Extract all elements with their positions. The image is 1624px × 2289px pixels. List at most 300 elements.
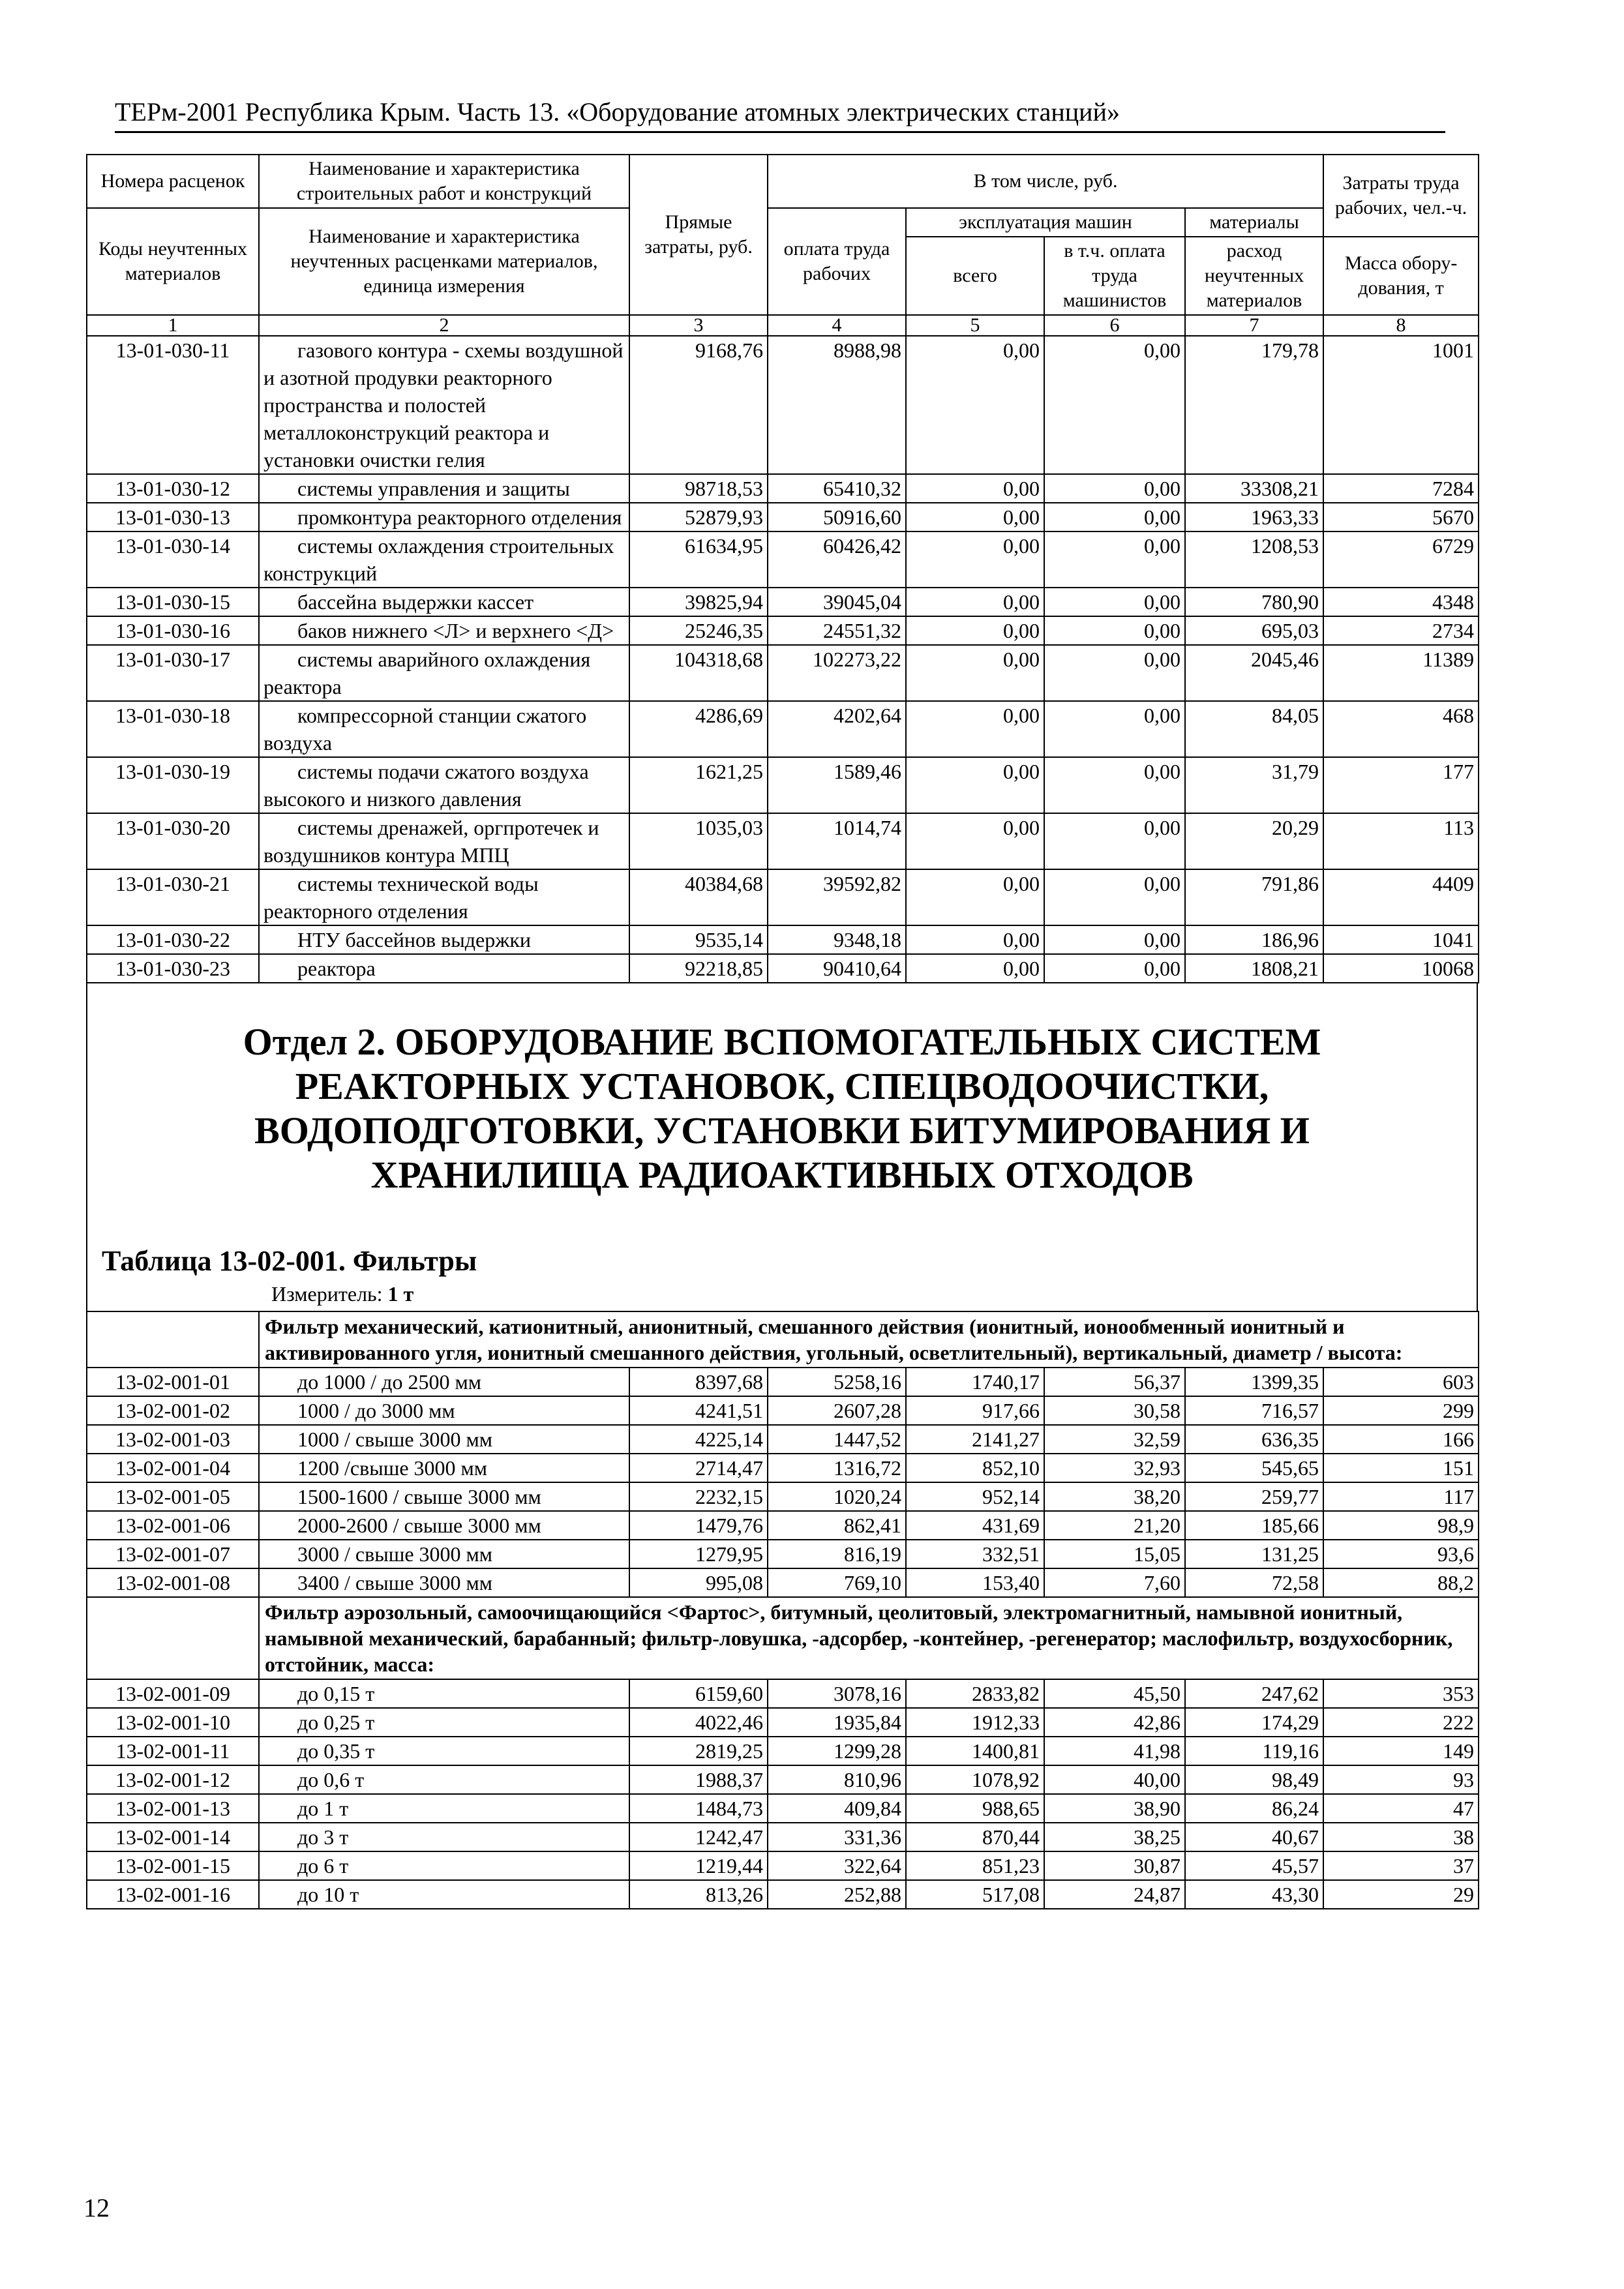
- rate-code: 13-01-030-12: [87, 474, 259, 503]
- machinists-cost: 40,00: [1044, 1765, 1185, 1794]
- machinists-cost: 0,00: [1044, 616, 1185, 645]
- table-row: [87, 1568, 1479, 1597]
- machinists-cost: 7,60: [1044, 1568, 1185, 1597]
- materials-cost: 695,03: [1185, 616, 1323, 645]
- col8-top-header: Затраты труда рабочих, чел.-ч.: [1323, 155, 1479, 237]
- column-number: 5: [906, 315, 1044, 336]
- direct-cost: 6159,60: [629, 1679, 768, 1708]
- machines-total: 0,00: [906, 531, 1044, 588]
- direct-cost: 4286,69: [629, 701, 768, 757]
- machines-total: 0,00: [906, 813, 1044, 869]
- group1-body: [87, 1311, 1479, 1368]
- group-title-row: [87, 1597, 1479, 1679]
- labor-hours: 149: [1323, 1737, 1479, 1765]
- rate-code: 13-02-001-10: [87, 1708, 259, 1737]
- direct-cost: 9168,76: [629, 336, 768, 474]
- materials-cost: 247,62: [1185, 1679, 1323, 1708]
- column-number: 6: [1044, 315, 1185, 336]
- col8-bottom-header: Масса обору-дования, т: [1323, 237, 1479, 315]
- table-row: [87, 757, 1479, 813]
- labor-cost: 1299,28: [768, 1737, 906, 1765]
- table-row: [87, 813, 1479, 869]
- labor-hours: 11389: [1323, 645, 1479, 701]
- labor-cost: 816,19: [768, 1540, 906, 1568]
- rate-name: системы управления и защиты: [259, 474, 629, 503]
- machines-total: 2141,27: [906, 1425, 1044, 1454]
- labor-cost: 90410,64: [768, 954, 906, 983]
- rate-name: 3000 / свыше 3000 мм: [259, 1540, 629, 1568]
- col2-top-header: Наименование и характеристика строительных работ и конструкций: [259, 155, 629, 208]
- materials-cost: 40,67: [1185, 1823, 1323, 1851]
- machines-total: 431,69: [906, 1511, 1044, 1540]
- column-number: 4: [768, 315, 906, 336]
- labor-hours: 1041: [1323, 925, 1479, 954]
- labor-cost: 1014,74: [768, 813, 906, 869]
- machines-total: 1400,81: [906, 1737, 1044, 1765]
- rate-code: 13-02-001-13: [87, 1794, 259, 1823]
- direct-cost: 1242,47: [629, 1823, 768, 1851]
- rate-code: 13-02-001-03: [87, 1425, 259, 1454]
- table-row: [87, 616, 1479, 645]
- rate-name: системы дренажей, оргпротечек и воздушников контура МПЦ: [259, 813, 629, 869]
- machines-total: 0,00: [906, 474, 1044, 503]
- labor-cost: 39592,82: [768, 869, 906, 925]
- rate-code: 13-01-030-17: [87, 645, 259, 701]
- materials-cost: 716,57: [1185, 1396, 1323, 1425]
- measure-value: 1 т: [387, 1282, 414, 1306]
- rate-name: системы технической воды реакторного отделения: [259, 869, 629, 925]
- materials-cost: 259,77: [1185, 1482, 1323, 1511]
- group-code-cell: [87, 1311, 259, 1368]
- column-number: 2: [259, 315, 629, 336]
- direct-cost: 1279,95: [629, 1540, 768, 1568]
- labor-hours: 468: [1323, 701, 1479, 757]
- labor-cost: 810,96: [768, 1765, 906, 1794]
- section-title-line: ВОДОПОДГОТОВКИ, УСТАНОВКИ БИТУМИРОВАНИЯ И: [254, 1109, 1310, 1152]
- rate-name: до 0,6 т: [259, 1765, 629, 1794]
- machines-total: 952,14: [906, 1482, 1044, 1511]
- column-number: 1: [87, 315, 259, 336]
- labor-hours: 4409: [1323, 869, 1479, 925]
- group2-body: [87, 1597, 1479, 1679]
- materials-cost: 45,57: [1185, 1851, 1323, 1880]
- direct-cost: 813,26: [629, 1880, 768, 1909]
- labor-hours: 603: [1323, 1368, 1479, 1396]
- machinists-cost: 15,05: [1044, 1540, 1185, 1568]
- labor-cost: 102273,22: [768, 645, 906, 701]
- machines-total: 852,10: [906, 1454, 1044, 1482]
- table-row: [87, 1396, 1479, 1425]
- direct-cost: 92218,85: [629, 954, 768, 983]
- rate-code: 13-02-001-14: [87, 1823, 259, 1851]
- direct-cost: 25246,35: [629, 616, 768, 645]
- materials-cost: 72,58: [1185, 1568, 1323, 1597]
- table-row: [87, 954, 1479, 983]
- col6-header: в т.ч. оплата труда машинистов: [1044, 237, 1185, 315]
- document-frame: [86, 154, 1478, 1909]
- table-row: [87, 1482, 1479, 1511]
- machinists-cost: 0,00: [1044, 336, 1185, 474]
- table-row: [87, 701, 1479, 757]
- col1-bottom-header: Коды неучтенных материалов: [87, 208, 259, 315]
- table-row: [87, 645, 1479, 701]
- table-row: [87, 1708, 1479, 1737]
- running-header: ТЕРм-2001 Республика Крым. Часть 13. «Оборудование атомных электрических станций»: [115, 97, 1445, 133]
- col4-header: оплата труда рабочих: [768, 208, 906, 315]
- labor-cost: 5258,16: [768, 1368, 906, 1396]
- column-number: 8: [1323, 315, 1479, 336]
- machines-total: 332,51: [906, 1540, 1044, 1568]
- table-title: Таблица 13-02-001. Фильтры: [102, 1245, 477, 1277]
- table-row: [87, 1851, 1479, 1880]
- machinists-cost: 32,59: [1044, 1425, 1185, 1454]
- machines-total: 0,00: [906, 701, 1044, 757]
- rate-code: 13-02-001-05: [87, 1482, 259, 1511]
- direct-cost: 4241,51: [629, 1396, 768, 1425]
- labor-cost: 8988,98: [768, 336, 906, 474]
- column-number: 7: [1185, 315, 1323, 336]
- machines-total: 917,66: [906, 1396, 1044, 1425]
- labor-hours: 37: [1323, 1851, 1479, 1880]
- labor-hours: 1001: [1323, 336, 1479, 474]
- table-row: [87, 1880, 1479, 1909]
- col1-top-header: Номера расценок: [87, 155, 259, 208]
- group-materials-header: материалы: [1185, 208, 1323, 237]
- machinists-cost: 0,00: [1044, 925, 1185, 954]
- rate-name: баков нижнего <Л> и верхнего <Д>: [259, 616, 629, 645]
- labor-hours: 4348: [1323, 588, 1479, 616]
- rate-name: системы аварийного охлаждения реактора: [259, 645, 629, 701]
- labor-cost: 39045,04: [768, 588, 906, 616]
- materials-cost: 84,05: [1185, 701, 1323, 757]
- rate-name: 1000 / до 3000 мм: [259, 1396, 629, 1425]
- machinists-cost: 0,00: [1044, 954, 1185, 983]
- machinists-cost: 41,98: [1044, 1737, 1185, 1765]
- column-number-row: [87, 315, 1479, 336]
- machines-total: 870,44: [906, 1823, 1044, 1851]
- labor-hours: 6729: [1323, 531, 1479, 588]
- rate-code: 13-01-030-19: [87, 757, 259, 813]
- direct-cost: 1219,44: [629, 1851, 768, 1880]
- machines-total: 0,00: [906, 954, 1044, 983]
- direct-cost: 98718,53: [629, 474, 768, 503]
- direct-cost: 2232,15: [629, 1482, 768, 1511]
- rate-code: 13-02-001-11: [87, 1737, 259, 1765]
- materials-cost: 186,96: [1185, 925, 1323, 954]
- group2-rows: [87, 1679, 1479, 1909]
- table-row: [87, 503, 1479, 531]
- machinists-cost: 0,00: [1044, 645, 1185, 701]
- materials-cost: 791,86: [1185, 869, 1323, 925]
- direct-cost: 9535,14: [629, 925, 768, 954]
- labor-hours: 93: [1323, 1765, 1479, 1794]
- rate-code: 13-02-001-15: [87, 1851, 259, 1880]
- rate-code: 13-01-030-23: [87, 954, 259, 983]
- direct-cost: 104318,68: [629, 645, 768, 701]
- rate-code: 13-01-030-13: [87, 503, 259, 531]
- rates-table-part2: [86, 1311, 1479, 1909]
- machines-total: 517,08: [906, 1880, 1044, 1909]
- machinists-cost: 0,00: [1044, 869, 1185, 925]
- machinists-cost: 0,00: [1044, 474, 1185, 503]
- rate-name: промконтура реакторного отделения: [259, 503, 629, 531]
- labor-cost: 60426,42: [768, 531, 906, 588]
- materials-cost: 1963,33: [1185, 503, 1323, 531]
- materials-cost: 174,29: [1185, 1708, 1323, 1737]
- table-row: [87, 1454, 1479, 1482]
- rate-name: реактора: [259, 954, 629, 983]
- machinists-cost: 24,87: [1044, 1880, 1185, 1909]
- labor-cost: 409,84: [768, 1794, 906, 1823]
- machines-total: 988,65: [906, 1794, 1044, 1823]
- machines-total: 1740,17: [906, 1368, 1044, 1396]
- rate-code: 13-02-001-02: [87, 1396, 259, 1425]
- machines-total: 1912,33: [906, 1708, 1044, 1737]
- table-row: [87, 1737, 1479, 1765]
- table-row: [87, 588, 1479, 616]
- machinists-cost: 38,90: [1044, 1794, 1185, 1823]
- direct-cost: 39825,94: [629, 588, 768, 616]
- rate-code: 13-01-030-11: [87, 336, 259, 474]
- rate-name: 3400 / свыше 3000 мм: [259, 1568, 629, 1597]
- materials-cost: 43,30: [1185, 1880, 1323, 1909]
- direct-cost: 2819,25: [629, 1737, 768, 1765]
- rate-code: 13-01-030-14: [87, 531, 259, 588]
- machinists-cost: 30,58: [1044, 1396, 1185, 1425]
- labor-cost: 769,10: [768, 1568, 906, 1597]
- section-block: [86, 983, 1478, 1311]
- direct-cost: 1621,25: [629, 757, 768, 813]
- table-row: [87, 1794, 1479, 1823]
- materials-cost: 2045,46: [1185, 645, 1323, 701]
- group-incl-header: В том числе, руб.: [768, 155, 1323, 208]
- materials-cost: 1399,35: [1185, 1368, 1323, 1396]
- machines-total: 0,00: [906, 645, 1044, 701]
- labor-hours: 5670: [1323, 503, 1479, 531]
- machinists-cost: 38,25: [1044, 1823, 1185, 1851]
- rate-name: газового контура - схемы воздушной и азотной продувки реакторного пространства и полостей металлоконструкций реактора и установки очистки гелия: [259, 336, 629, 474]
- rate-name: до 0,25 т: [259, 1708, 629, 1737]
- table-row: [87, 1765, 1479, 1794]
- machines-total: 0,00: [906, 925, 1044, 954]
- labor-hours: 222: [1323, 1708, 1479, 1737]
- table-row: [87, 336, 1479, 474]
- direct-cost: 40384,68: [629, 869, 768, 925]
- rate-code: 13-02-001-09: [87, 1679, 259, 1708]
- section-title-line: Отдел 2. ОБОРУДОВАНИЕ ВСПОМОГАТЕЛЬНЫХ СИСТЕМ: [243, 1021, 1321, 1063]
- labor-hours: 117: [1323, 1482, 1479, 1511]
- labor-hours: 10068: [1323, 954, 1479, 983]
- labor-cost: 1935,84: [768, 1708, 906, 1737]
- measure-label: Измеритель:: [271, 1282, 383, 1306]
- rates-table-part1: [86, 154, 1479, 983]
- materials-cost: 545,65: [1185, 1454, 1323, 1482]
- rate-code: 13-02-001-08: [87, 1568, 259, 1597]
- measure-line: [87, 1279, 1477, 1311]
- materials-cost: 131,25: [1185, 1540, 1323, 1568]
- table-row: [87, 925, 1479, 954]
- materials-cost: 1808,21: [1185, 954, 1323, 983]
- labor-cost: 1020,24: [768, 1482, 906, 1511]
- table-row: [87, 1511, 1479, 1540]
- rate-code: 13-02-001-04: [87, 1454, 259, 1482]
- labor-hours: 2734: [1323, 616, 1479, 645]
- machinists-cost: 30,87: [1044, 1851, 1185, 1880]
- labor-cost: 1589,46: [768, 757, 906, 813]
- materials-cost: 98,49: [1185, 1765, 1323, 1794]
- labor-hours: 7284: [1323, 474, 1479, 503]
- labor-cost: 50916,60: [768, 503, 906, 531]
- page-number: 12: [83, 2193, 110, 2222]
- rate-name: компрессорной станции сжатого воздуха: [259, 701, 629, 757]
- group2-title: Фильтр аэрозольный, самоочищающийся <Фартос>, битумный, цеолитовый, электромагнитный, намывной ионитный, намывной механический, барабанный; фильтр-ловушка, -адсорбер, -контейнер, -регенератор; маслофильтр, воздухосборник, отстойник, масса:: [259, 1597, 1479, 1679]
- labor-hours: 88,2: [1323, 1568, 1479, 1597]
- rate-code: 13-02-001-01: [87, 1368, 259, 1396]
- labor-cost: 2607,28: [768, 1396, 906, 1425]
- materials-cost: 636,35: [1185, 1425, 1323, 1454]
- table-row: [87, 1368, 1479, 1396]
- rate-code: 13-02-001-06: [87, 1511, 259, 1540]
- column-number: 3: [629, 315, 768, 336]
- direct-cost: 4022,46: [629, 1708, 768, 1737]
- direct-cost: 8397,68: [629, 1368, 768, 1396]
- table-header: [87, 155, 1479, 336]
- materials-cost: 20,29: [1185, 813, 1323, 869]
- rate-code: 13-02-001-12: [87, 1765, 259, 1794]
- table-row: [87, 869, 1479, 925]
- materials-cost: 31,79: [1185, 757, 1323, 813]
- materials-cost: 780,90: [1185, 588, 1323, 616]
- rate-name: до 1 т: [259, 1794, 629, 1823]
- section-title-line: ХРАНИЛИЩА РАДИОАКТИВНЫХ ОТХОДОВ: [370, 1154, 1194, 1196]
- table-row: [87, 1540, 1479, 1568]
- machines-total: 0,00: [906, 757, 1044, 813]
- direct-cost: 995,08: [629, 1568, 768, 1597]
- machinists-cost: 0,00: [1044, 757, 1185, 813]
- rate-name: до 3 т: [259, 1823, 629, 1851]
- labor-cost: 4202,64: [768, 701, 906, 757]
- section-title-line: РЕАКТОРНЫХ УСТАНОВОК, СПЕЦВОДООЧИСТКИ,: [295, 1065, 1269, 1107]
- rate-code: 13-02-001-07: [87, 1540, 259, 1568]
- labor-cost: 1316,72: [768, 1454, 906, 1482]
- rate-code: 13-01-030-18: [87, 701, 259, 757]
- table-row: [87, 1823, 1479, 1851]
- group-code-cell: [87, 1597, 259, 1679]
- col5-header: всего: [906, 237, 1044, 315]
- rate-name: до 1000 / до 2500 мм: [259, 1368, 629, 1396]
- rate-name: до 0,15 т: [259, 1679, 629, 1708]
- machines-total: 0,00: [906, 336, 1044, 474]
- direct-cost: 52879,93: [629, 503, 768, 531]
- machines-total: 0,00: [906, 503, 1044, 531]
- labor-cost: 322,64: [768, 1851, 906, 1880]
- direct-cost: 1479,76: [629, 1511, 768, 1540]
- rate-name: 1000 / свыше 3000 мм: [259, 1425, 629, 1454]
- machinists-cost: 0,00: [1044, 813, 1185, 869]
- labor-hours: 47: [1323, 1794, 1479, 1823]
- labor-hours: 98,9: [1323, 1511, 1479, 1540]
- materials-cost: 1208,53: [1185, 531, 1323, 588]
- table-row: [87, 474, 1479, 503]
- labor-hours: 38: [1323, 1823, 1479, 1851]
- rate-code: 13-01-030-15: [87, 588, 259, 616]
- labor-hours: 113: [1323, 813, 1479, 869]
- labor-cost: 65410,32: [768, 474, 906, 503]
- direct-cost: 1035,03: [629, 813, 768, 869]
- table-row: [87, 1425, 1479, 1454]
- rate-name: до 6 т: [259, 1851, 629, 1880]
- table-row: [87, 1679, 1479, 1708]
- group1-title: Фильтр механический, катионитный, анионитный, смешанного действия (ионитный, ионообменный ионитный и активированного угля, ионитный смешанного действия, угольный, осветлительный), вертикальный, диаметр / высота:: [259, 1311, 1479, 1368]
- labor-cost: 9348,18: [768, 925, 906, 954]
- direct-cost: 1988,37: [629, 1765, 768, 1794]
- direct-cost: 1484,73: [629, 1794, 768, 1823]
- machinists-cost: 0,00: [1044, 503, 1185, 531]
- rate-name: до 10 т: [259, 1880, 629, 1909]
- machines-total: 851,23: [906, 1851, 1044, 1880]
- labor-cost: 252,88: [768, 1880, 906, 1909]
- table-row: [87, 531, 1479, 588]
- rate-name: системы подачи сжатого воздуха высокого и низкого давления: [259, 757, 629, 813]
- rate-code: 13-01-030-16: [87, 616, 259, 645]
- rate-name: 1500-1600 / свыше 3000 мм: [259, 1482, 629, 1511]
- labor-hours: 177: [1323, 757, 1479, 813]
- rate-name: 2000-2600 / свыше 3000 мм: [259, 1511, 629, 1540]
- machines-total: 153,40: [906, 1568, 1044, 1597]
- machines-total: 2833,82: [906, 1679, 1044, 1708]
- rate-name: НТУ бассейнов выдержки: [259, 925, 629, 954]
- rate-name: 1200 /свыше 3000 мм: [259, 1454, 629, 1482]
- machinists-cost: 32,93: [1044, 1454, 1185, 1482]
- rate-code: 13-01-030-21: [87, 869, 259, 925]
- col3-header: Прямые затраты, руб.: [629, 155, 768, 315]
- labor-cost: 862,41: [768, 1511, 906, 1540]
- col7-header: расход неучтенных материалов: [1185, 237, 1323, 315]
- group-title-row: [87, 1311, 1479, 1368]
- labor-cost: 1447,52: [768, 1425, 906, 1454]
- materials-cost: 33308,21: [1185, 474, 1323, 503]
- machines-total: 0,00: [906, 588, 1044, 616]
- machinists-cost: 21,20: [1044, 1511, 1185, 1540]
- machinists-cost: 0,00: [1044, 701, 1185, 757]
- machines-total: 0,00: [906, 616, 1044, 645]
- machinists-cost: 0,00: [1044, 531, 1185, 588]
- machines-total: 1078,92: [906, 1765, 1044, 1794]
- machinists-cost: 0,00: [1044, 588, 1185, 616]
- col2-bottom-header: Наименование и характеристика неучтенных расценками материалов, единица измерения: [259, 208, 629, 315]
- machinists-cost: 42,86: [1044, 1708, 1185, 1737]
- labor-hours: 93,6: [1323, 1540, 1479, 1568]
- section-title: [87, 983, 1477, 1197]
- direct-cost: 4225,14: [629, 1425, 768, 1454]
- materials-cost: 86,24: [1185, 1794, 1323, 1823]
- rate-name: системы охлаждения строительных конструкций: [259, 531, 629, 588]
- labor-hours: 29: [1323, 1880, 1479, 1909]
- direct-cost: 61634,95: [629, 531, 768, 588]
- labor-hours: 166: [1323, 1425, 1479, 1454]
- labor-cost: 3078,16: [768, 1679, 906, 1708]
- machinists-cost: 38,20: [1044, 1482, 1185, 1511]
- materials-cost: 185,66: [1185, 1511, 1323, 1540]
- direct-cost: 2714,47: [629, 1454, 768, 1482]
- labor-cost: 331,36: [768, 1823, 906, 1851]
- rate-name: до 0,35 т: [259, 1737, 629, 1765]
- materials-cost: 119,16: [1185, 1737, 1323, 1765]
- group-machines-header: эксплуатация машин: [906, 208, 1185, 237]
- group1-rows: [87, 1368, 1479, 1597]
- machines-total: 0,00: [906, 869, 1044, 925]
- machinists-cost: 56,37: [1044, 1368, 1185, 1396]
